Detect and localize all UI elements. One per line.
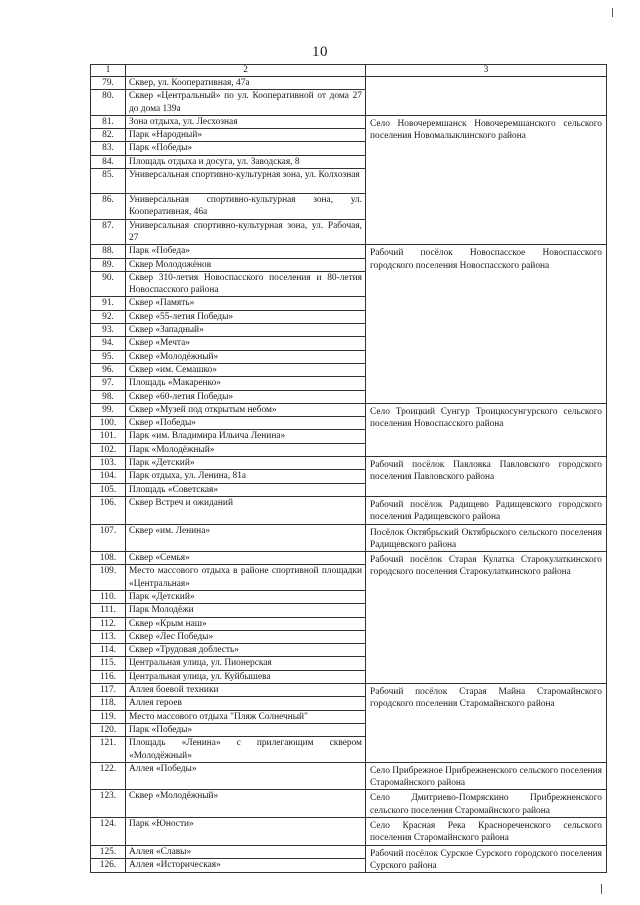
column-header-1: 1 xyxy=(91,65,126,77)
row-number: 126. xyxy=(91,859,126,873)
page-number: 10 xyxy=(312,44,328,60)
settlement-cell: Село Красная Река Краснореченского сельского поселения Старомайнского района xyxy=(366,818,607,846)
settlement-cell: Село Дмитриево-Помряскино Прибрежненского сельского поселения Старомайнского района xyxy=(366,790,607,818)
object-name: Площадь «Советская» xyxy=(126,483,366,496)
row-number: 107. xyxy=(91,524,126,552)
settlement-cell: Село Новочеремшанск Новочеремшанского сельского поселения Новомалыклинского района xyxy=(366,115,607,244)
object-name: Место массового отдыха "Пляж Солнечный" xyxy=(126,710,366,723)
row-number: 122. xyxy=(91,762,126,790)
table-row xyxy=(91,762,607,790)
row-number: 113. xyxy=(91,630,126,643)
object-name: Аллея «Историческая» xyxy=(126,859,366,873)
object-name: Парк «Народный» xyxy=(126,129,366,142)
row-number: 119. xyxy=(91,710,126,723)
object-name: Аллея «Славы» xyxy=(126,845,366,859)
settlement-cell: Рабочий посёлок Сурское Сурского городского поселения Сурского района xyxy=(366,845,607,873)
object-name: Универсальная спортивно-культурная зона, ул. Рабочая, 27 xyxy=(126,219,366,245)
row-number: 97. xyxy=(91,377,126,390)
row-number: 120. xyxy=(91,723,126,736)
table-row xyxy=(91,457,607,470)
object-name: Парк «Детский» xyxy=(126,457,366,470)
row-number: 121. xyxy=(91,737,126,763)
row-number: 87. xyxy=(91,219,126,245)
table-row xyxy=(91,245,607,258)
settlement-cell: Рабочий посёлок Старая Майна Старомайнского городского поселения Старомайнского района xyxy=(366,684,607,763)
row-number: 99. xyxy=(91,403,126,416)
object-name: Сквер «Победы» xyxy=(126,417,366,430)
row-number: 94. xyxy=(91,337,126,350)
row-number: 91. xyxy=(91,297,126,310)
row-number: 90. xyxy=(91,271,126,297)
object-name: Парк «Победы» xyxy=(126,723,366,736)
row-number: 115. xyxy=(91,657,126,670)
row-number: 111. xyxy=(91,604,126,617)
object-name: Парк «Победы» xyxy=(126,142,366,155)
column-header-2: 2 xyxy=(126,65,366,77)
table-row xyxy=(91,845,607,859)
row-number: 105. xyxy=(91,483,126,496)
object-name: Сквер «Западный» xyxy=(126,324,366,337)
row-number: 82. xyxy=(91,129,126,142)
table-row xyxy=(91,115,607,128)
table-row xyxy=(91,403,607,416)
table-row xyxy=(91,496,607,524)
settlement-cell: Рабочий посёлок Старая Кулатка Старокулаткинского городского поселения Старокулаткинского района xyxy=(366,552,607,684)
object-name: Сквер «Молодёжный» xyxy=(126,350,366,363)
row-number: 85. xyxy=(91,169,126,194)
row-number: 79. xyxy=(91,77,126,90)
row-number: 103. xyxy=(91,457,126,470)
settlement-cell: Рабочий посёлок Радищево Радищевского городского поселения Радищевского района xyxy=(366,496,607,524)
object-name: Сквер «Память» xyxy=(126,297,366,310)
row-number: 80. xyxy=(91,90,126,116)
object-name: Центральная улица, ул. Куйбышева xyxy=(126,670,366,683)
object-name: Сквер «Музей под открытым небом» xyxy=(126,403,366,416)
row-number: 81. xyxy=(91,115,126,128)
settlement-cell xyxy=(366,77,607,116)
row-number: 83. xyxy=(91,142,126,155)
object-name: Сквер «Трудовая доблесть» xyxy=(126,644,366,657)
row-number: 86. xyxy=(91,194,126,220)
row-number: 123. xyxy=(91,790,126,818)
column-header-3: 3 xyxy=(366,65,607,77)
object-name: Площадь отдыха и досуга, ул. Заводская, 8 xyxy=(126,155,366,168)
settlement-cell: Посёлок Октябрьский Октябрьского сельского поселения Радищевского района xyxy=(366,524,607,552)
object-name: Сквер Встреч и ожиданий xyxy=(126,496,366,524)
object-name: Сквер «55-летия Победы» xyxy=(126,310,366,323)
row-number: 98. xyxy=(91,390,126,403)
row-number: 112. xyxy=(91,617,126,630)
row-number: 125. xyxy=(91,845,126,859)
object-name: Сквер «Семья» xyxy=(126,552,366,565)
object-name: Универсальная спортивно-культурная зона, ул. Колхозная xyxy=(126,169,366,194)
row-number: 88. xyxy=(91,245,126,258)
object-name: Аллея «Победы» xyxy=(126,762,366,790)
object-name: Площадь «Макаренко» xyxy=(126,377,366,390)
object-name: Парк «Юности» xyxy=(126,818,366,846)
table-row xyxy=(91,790,607,818)
table-row xyxy=(91,524,607,552)
row-number: 117. xyxy=(91,684,126,697)
object-name: Сквер «60-летия Победы» xyxy=(126,390,366,403)
row-number: 101. xyxy=(91,430,126,443)
object-name: Сквер «Молодёжный» xyxy=(126,790,366,818)
object-name: Место массового отдыха в районе спортивной площадки «Центральная» xyxy=(126,565,366,591)
object-name: Площадь «Ленина» с прилегающим сквером «Молодёжный» xyxy=(126,737,366,763)
row-number: 104. xyxy=(91,470,126,483)
row-number: 106. xyxy=(91,496,126,524)
object-name: Сквер 310-летия Новоспасского поселения и 80-летия Новоспасского района xyxy=(126,271,366,297)
object-name: Зона отдыха, ул. Лесхозная xyxy=(126,115,366,128)
object-name: Парк «им. Владимира Ильича Ленина» xyxy=(126,430,366,443)
row-number: 92. xyxy=(91,310,126,323)
settlement-cell: Рабочий посёлок Павловка Павловского городского поселения Павловского района xyxy=(366,457,607,497)
row-number: 93. xyxy=(91,324,126,337)
object-name: Сквер «Центральный» по ул. Кооперативной от дома 27 до дома 139а xyxy=(126,90,366,116)
row-number: 118. xyxy=(91,697,126,710)
table-row xyxy=(91,818,607,846)
object-name: Сквер «им. Ленина» xyxy=(126,524,366,552)
object-name: Сквер «Мечта» xyxy=(126,337,366,350)
table-header-row xyxy=(91,65,607,77)
table-row xyxy=(91,684,607,697)
row-number: 96. xyxy=(91,363,126,376)
settlement-cell: Село Прибрежное Прибрежненского сельского поселения Старомайнского района xyxy=(366,762,607,790)
row-number: 114. xyxy=(91,644,126,657)
row-number: 108. xyxy=(91,552,126,565)
row-number: 102. xyxy=(91,443,126,456)
table-row xyxy=(91,77,607,90)
row-number: 84. xyxy=(91,155,126,168)
object-name: Сквер «им. Семашко» xyxy=(126,363,366,376)
object-name: Парк Молодёжи xyxy=(126,604,366,617)
object-name: Сквер «Лес Победы» xyxy=(126,630,366,643)
settlement-cell: Рабочий посёлок Новоспасское Новоспасского городского поселения Новоспасского района xyxy=(366,245,607,404)
row-number: 100. xyxy=(91,417,126,430)
table-row xyxy=(91,552,607,565)
object-name: Сквер Молодожёнов xyxy=(126,258,366,271)
row-number: 110. xyxy=(91,590,126,603)
object-name: Парк «Детский» xyxy=(126,590,366,603)
object-name: Парк отдыха, ул. Ленина, 81а xyxy=(126,470,366,483)
row-number: 109. xyxy=(91,565,126,591)
object-name: Универсальная спортивно-культурная зона, ул. Кооперативная, 46а xyxy=(126,194,366,220)
object-name: Парк «Молодёжный» xyxy=(126,443,366,456)
object-name: Сквер, ул. Кооперативная, 47а xyxy=(126,77,366,90)
parks-table xyxy=(90,64,607,873)
object-name: Парк «Победа» xyxy=(126,245,366,258)
row-number: 89. xyxy=(91,258,126,271)
scan-mark-top xyxy=(612,8,613,17)
settlement-cell: Село Троицкий Сунгур Троицкосунгурского сельского поселения Новоспасского района xyxy=(366,403,607,456)
object-name: Аллея героев xyxy=(126,697,366,710)
row-number: 116. xyxy=(91,670,126,683)
scan-mark-bottom xyxy=(601,884,602,894)
row-number: 95. xyxy=(91,350,126,363)
object-name: Сквер «Крым наш» xyxy=(126,617,366,630)
object-name: Аллея боевой техники xyxy=(126,684,366,697)
object-name: Центральная улица, ул. Пионерская xyxy=(126,657,366,670)
row-number: 124. xyxy=(91,818,126,846)
